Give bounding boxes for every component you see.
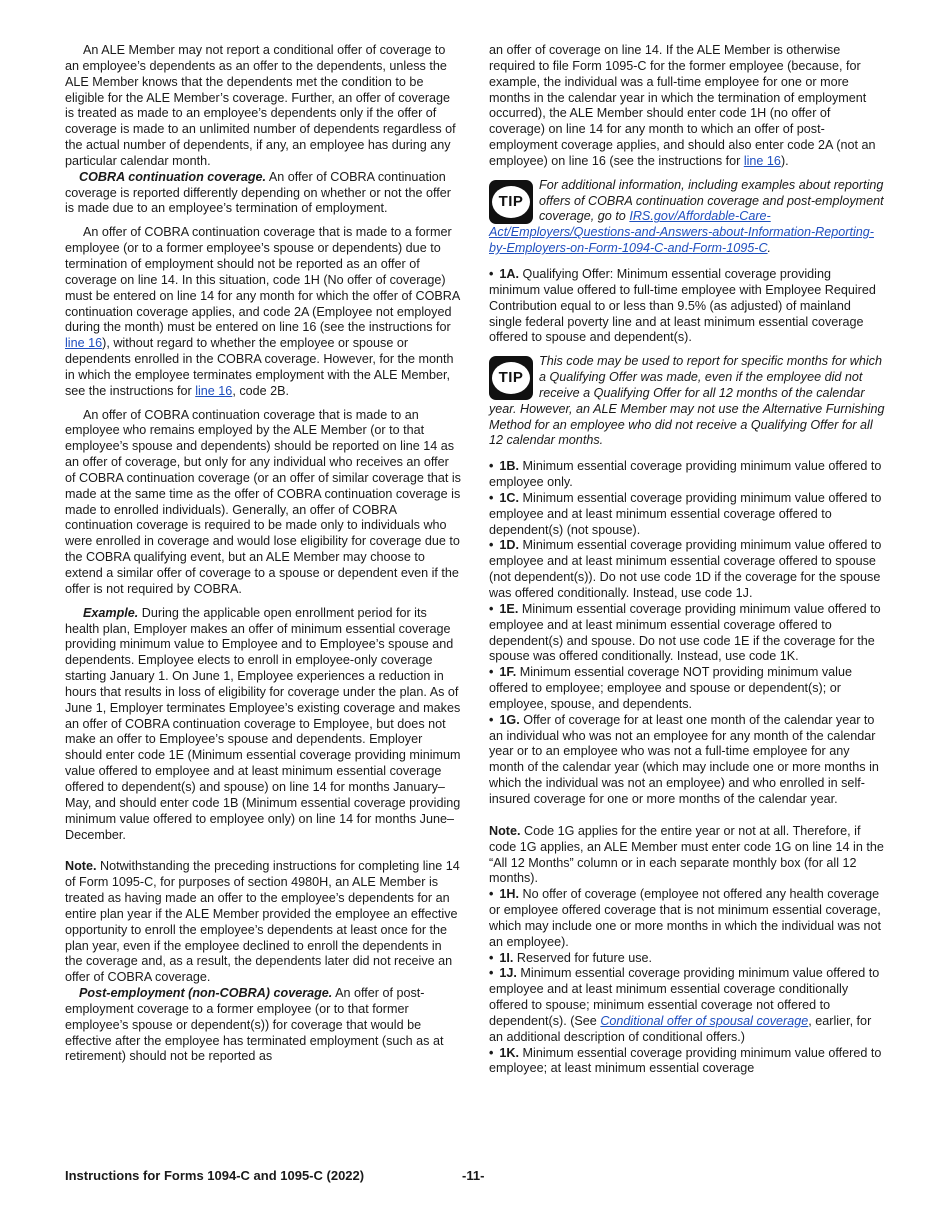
text: an offer of coverage on line 14. If the ALE Member is otherwise required to file Form 1095-C for the former employee (because, for example, the individual was a full-time employee for one or more months in the calendar year in which the termination of employment occurred), the ALE Member should enter code 1H (no offer of coverage) on line 14 for any month to which an offer of post-employment coverage applies, and should also enter code 2A (not an employee) on line 16 (see the instructions for (489, 43, 876, 168)
paragraph-cobra-current: An offer of COBRA continuation coverage that is made to an employee who remains employed by the ALE Member (or to that employee’s spouse and dependents) should be reported on line 14 as an offer of coverage, but only for any individual who receives an offer of COBRA continuation coverage (or an offer of similar coverage that is made at the same time as the offer of COBRA continuation coverage is made to enrolled individuals). Generally, an offer of COBRA continuation coverage is required to be made only to individuals who were enrolled in coverage and would lose eligibility for coverage due to the COBRA qualifying event, but an ALE Member may choose to extend a similar offer of coverage to a spouse or dependent even if the offer is not required by COBRA. (65, 407, 461, 596)
code-list-1b-1g (489, 459, 885, 808)
bullet-icon: • (489, 1045, 494, 1060)
bullet-icon: • (489, 966, 494, 981)
code-label: 1B. (499, 459, 520, 474)
link-irs-aca-qa[interactable]: IRS.gov/Affordable-Care-Act/Employers/Questions-and-Answers-about-Information-Reporting-by-Employers-on-Form-1094-C-and-Form-1095-C (489, 209, 874, 256)
code-label: 1I. (499, 950, 514, 965)
heading-cobra: COBRA continuation coverage. (79, 169, 267, 184)
code-item (489, 713, 885, 808)
code-1a-item (489, 267, 885, 346)
code-text: Offer of coverage for at least one month of the calendar year to an individual who was not an employee for any month of the calendar year or to an employee who was not a full-time employee for any month of the calendar year (which may include one or more months in which the individual was not an employee) and who enrolled in self-insured coverage for one or more months of the calendar year. (489, 712, 879, 806)
code-label: 1K. (499, 1045, 520, 1060)
text: ), without regard to whether the employee or spouse or dependents enrolled in the COBRA coverage. However, for the month in which the employee terminates employment with the ALE Member, see the instructions for (65, 336, 454, 398)
bullet-icon: • (489, 601, 494, 616)
code-text: , earlier, for an additional description of conditional offers.) (489, 1013, 872, 1044)
code-text: Minimum essential coverage providing minimum value offered to employee; at least minimum essential coverage (489, 1045, 882, 1076)
paragraph-post-employment-cont (489, 43, 885, 170)
code-label: 1C. (499, 490, 520, 505)
tip-label: TIP (492, 186, 530, 218)
paragraph-cobra-intro (65, 170, 461, 218)
bullet-icon: • (489, 266, 494, 281)
text-note: Notwithstanding the preceding instructions for completing line 14 of Form 1095-C, for purposes of section 4980H, an ALE Member is treated as having made an offer to the employee’s dependents for an entire plan year if the ALE Member provided the employee an effective opportunity to enroll the employee’s dependents at least once for the plan year, even if the employee declined to enroll the dependents in the coverage and, as a result, the dependents later did not receive an offer of COBRA coverage. (65, 859, 460, 985)
code-text: Minimum essential coverage providing minimum value offered to employee and at least minimum essential coverage offered to dependent(s) and spouse. Do not use code 1E if the coverage for the spouse was offered conditionally. Instead, use code 1K. (489, 601, 881, 664)
code-item (489, 602, 885, 665)
code-label: 1D. (499, 538, 520, 553)
tip-box-additional-info (489, 178, 885, 257)
paragraph-note-1g (489, 824, 885, 887)
paragraph-note (65, 859, 461, 986)
code-list-1h-1i (489, 887, 885, 966)
code-1j-item (489, 966, 885, 1045)
left-column (65, 43, 461, 1065)
code-text: Reserved for future use. (513, 950, 653, 965)
code-text: Minimum essential coverage providing minimum value offered to employee and at least minimum essential coverage conditionally offered to spouse; minimum essential coverage not offered to dependent(s). (See (489, 966, 880, 1028)
code-label: 1F. (499, 665, 517, 680)
code-text: Minimum essential coverage NOT providing minimum value offered to employee; employee and spouse or dependent(s); or employee, spouse, and dependents. (489, 665, 852, 711)
tip-text: For additional information, including examples about reporting offers of COBRA continuation coverage and post-employment coverage, go to (539, 177, 884, 224)
tip-icon (489, 356, 533, 400)
code-item (489, 887, 885, 950)
code-label: 1G. (499, 712, 520, 727)
text: An offer of COBRA continuation coverage that is made to a former employee (or to a former employee’s spouse or dependents) due to termination of employment should not be reported as an offer of coverage on line 14. In this situation, code 1H (No offer of coverage) must be entered on line 14 for any month for which the offer of COBRA continuation coverage applies, and code 2A (Employee not employed during the month) must be entered on line 16 (see the instructions for (65, 225, 460, 335)
bullet-icon: • (489, 490, 494, 505)
right-column (489, 43, 885, 1077)
link-line-16-b[interactable]: line 16 (195, 383, 233, 398)
code-item (489, 665, 885, 713)
paragraph-example (65, 606, 461, 844)
code-text: Minimum essential coverage providing minimum value offered to employee and at least minimum essential coverage offered to dependent(s) (not spouse). (489, 490, 882, 537)
bullet-icon: • (489, 459, 494, 474)
tip-box-qualifying-offer (489, 354, 885, 449)
code-item (489, 491, 885, 539)
code-label: 1E. (499, 601, 519, 616)
footer-title: Instructions for Forms 1094-C and 1095-C (2022) (65, 1168, 365, 1183)
code-label: 1A. (499, 266, 520, 281)
heading-post-employment: Post-employment (non-COBRA) coverage. (79, 986, 333, 1001)
tip-icon (489, 180, 533, 224)
tip-label: TIP (492, 362, 530, 394)
bullet-icon: • (489, 665, 494, 680)
tip-text: This code may be used to report for specific months for which a Qualifying Offer was made, even if the employee did not receive a Qualifying Offer for all 12 months of the calendar year. However, an ALE Member may not use the Alternative Furnishing Method for an employee who did not receive a Qualifying Offer for all 12 calendar months. (489, 354, 885, 448)
text: , code 2B. (232, 383, 290, 398)
text-cobra: An offer of COBRA continuation coverage is reported differently depending on whether or not the offer is made due to an employee’s termination of employment. (65, 169, 451, 216)
heading-note: Note. (489, 823, 521, 838)
bullet-icon: • (489, 950, 494, 965)
heading-example: Example. (83, 605, 139, 620)
text: ). (780, 153, 789, 168)
heading-note: Note. (65, 859, 97, 874)
code-item (489, 951, 885, 967)
link-conditional-spousal-offer[interactable]: Conditional offer of spousal coverage (600, 1013, 809, 1028)
code-label: 1J. (499, 966, 517, 981)
bullet-icon: • (489, 538, 494, 553)
code-text: No offer of coverage (employee not offered any health coverage or employee offered coverage that is not minimum essential coverage, which may include one or more months in which the individual was not an employee). (489, 887, 882, 949)
bullet-icon: • (489, 712, 494, 727)
text-note: Code 1G applies for the entire year or not at all. Therefore, if code 1G applies, an ALE Member must enter code 1G on line 14 in the “All 12 Months” column or in each separate monthly box (for all 12 months). (489, 823, 884, 886)
code-1k-item (489, 1046, 885, 1078)
code-item (489, 538, 885, 601)
link-line-16[interactable]: line 16 (65, 336, 103, 351)
code-text: Minimum essential coverage providing minimum value offered to employee and at least minimum essential coverage offered to spouse (not dependent(s)). Do not use code 1D if the coverage for the spouse was offered conditionally. Instead, use code 1J. (489, 538, 882, 600)
paragraph-conditional-offer: An ALE Member may not report a conditional offer of coverage to an employee’s dependents as an offer to the dependents, unless the ALE Member knows that the dependents met the condition to be eligible for the ALE Member’s coverage. Further, an offer of coverage is treated as made to an employee’s dependents only if the offer of coverage is made to an unlimited number of dependents regardless of the actual number of dependents, if any, an employee has during any particular calendar month. (65, 43, 456, 168)
link-line-16-c[interactable]: line 16 (743, 153, 781, 168)
page-number: -11- (462, 1168, 485, 1183)
code-label: 1H. (499, 887, 520, 902)
code-item (489, 459, 885, 491)
code-text: Minimum essential coverage providing minimum value offered to employee only. (489, 459, 882, 490)
text: . (767, 241, 772, 256)
bullet-icon: • (489, 887, 494, 902)
text-post-employment: An offer of post-employment coverage to a former employee (or to that former employee’s spouse or dependent(s)) for coverage that would be effective after the employee has terminated employment (such as at retirement) should not be reported as (65, 986, 444, 1064)
text-example: During the applicable open enrollment period for its health plan, Employer makes an offer of minimum essential coverage providing minimum value to Employee and to Employee’s spouse and dependents. Employee elects to enroll in employee-only coverage starting January 1. On June 1, Employee experiences a reduction in hours that results in loss of eligibility for coverage under the plan. As of June 1, Employer terminates Employee’s existing coverage and makes an offer of COBRA continuation coverage to Employee, but does not make an offer to Employee’s spouse and dependents. Employer should enter code 1E (Minimum essential coverage providing minimum value offered to employee and at least minimum essential coverage offered to dependent(s) and spouse) on line 14 for months January–May, and should enter code 1B (Minimum essential coverage providing minimum value offered to employee only) on line 14 for months June–December. (65, 605, 461, 842)
code-text: Qualifying Offer: Minimum essential coverage providing minimum value offered to full-time employee with Employee Required Contribution equal to or less than 9.5% (as adjusted) of mainland single federal poverty line and at least minimum essential coverage offered to spouse and dependent(s). (489, 266, 876, 345)
paragraph-post-employment (65, 986, 461, 1065)
paragraph-cobra-former (65, 225, 461, 399)
